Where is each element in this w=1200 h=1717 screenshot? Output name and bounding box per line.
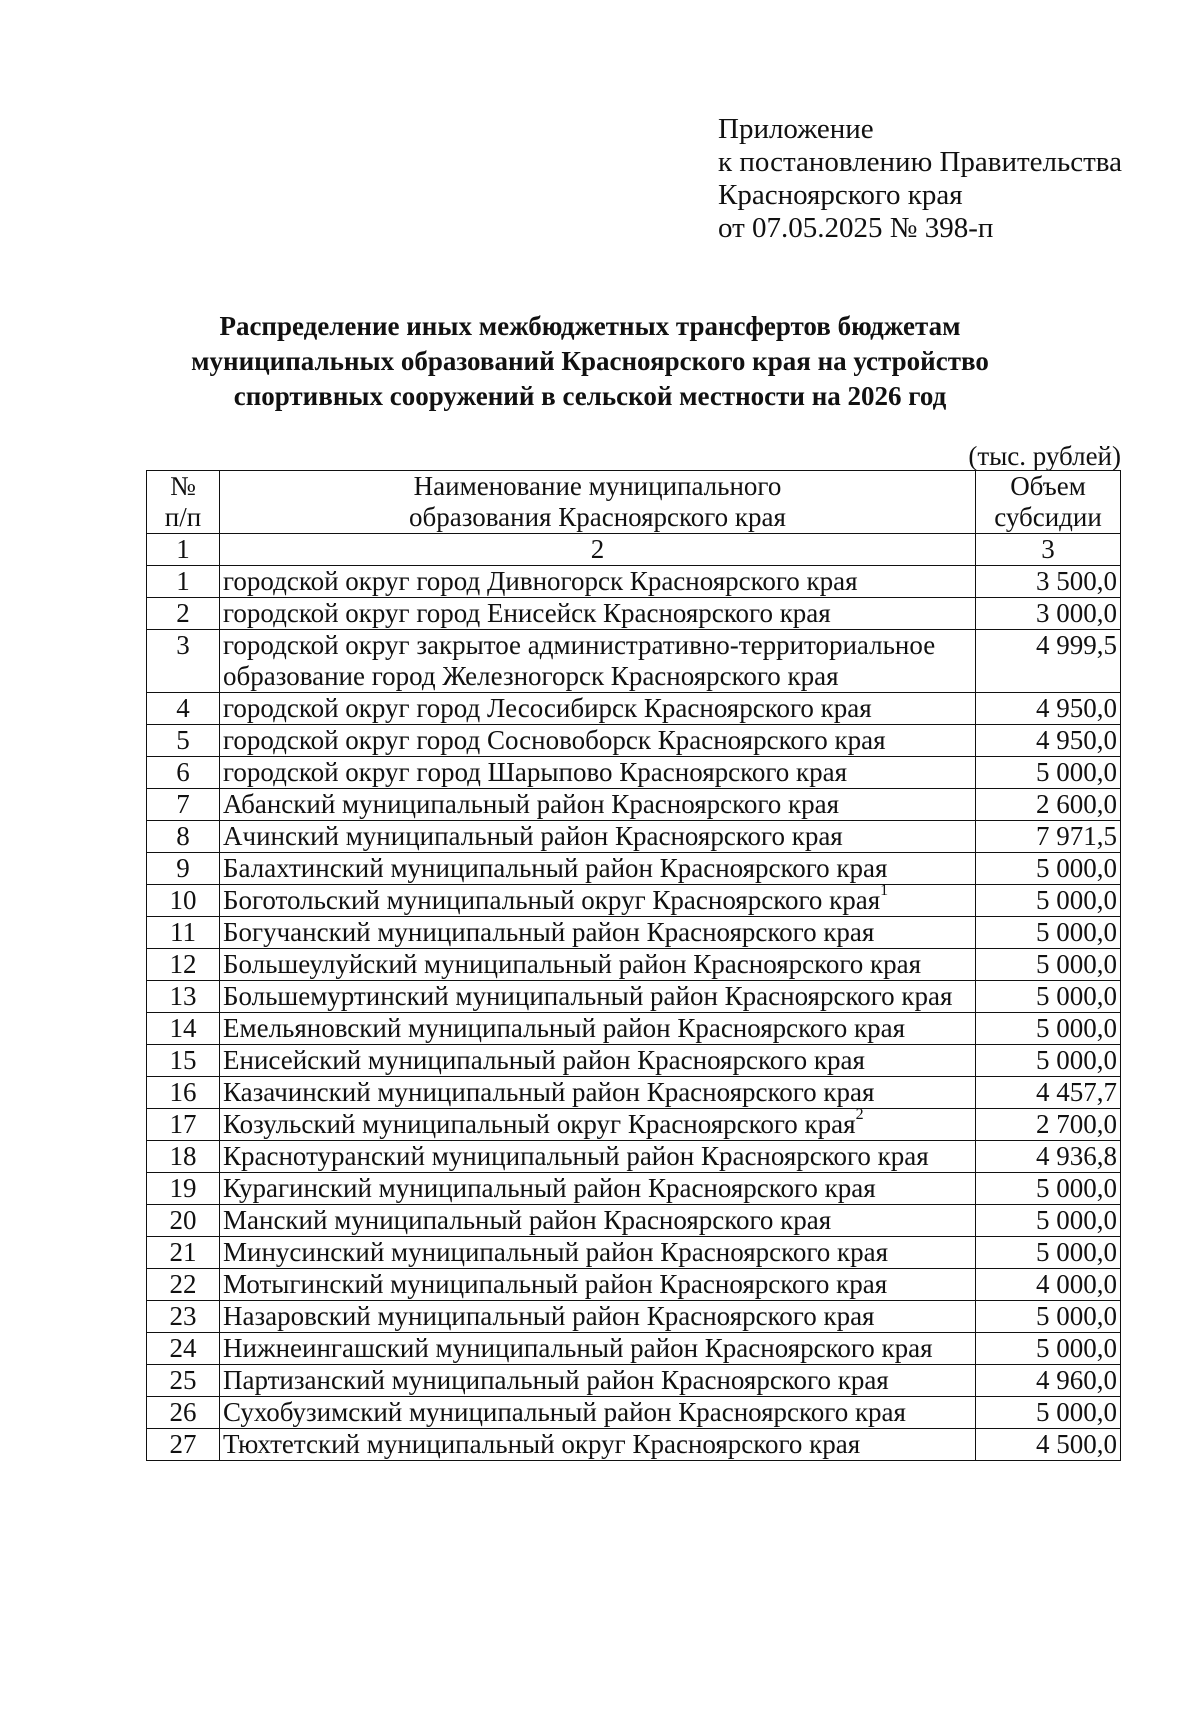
row-number: 27: [147, 1429, 220, 1461]
table-row: [147, 693, 1121, 725]
annex-header: [718, 113, 1122, 245]
row-municipality-name: [220, 853, 976, 885]
row-municipality-name: [220, 1106, 976, 1141]
annex-line-3: Красноярского края: [718, 179, 963, 211]
municipality-name-text: Большеулуйский муниципальный район Красноярского края: [223, 949, 922, 979]
municipality-name-text: Козульский муниципальный округ Красноярского края: [223, 1109, 856, 1139]
table-row: [147, 853, 1121, 885]
row-municipality-name: [220, 981, 976, 1013]
row-subsidy-amount: 5 000,0: [976, 1205, 1121, 1237]
header-amount: [976, 471, 1121, 534]
municipality-name-text: Сухобузимский муниципальный район Красноярского края: [223, 1397, 906, 1427]
municipality-name-text: городской округ гoрод Шарыпово Красноярского края: [223, 757, 848, 787]
row-number: 11: [147, 917, 220, 949]
municipality-name-text: городской округ город Лесосибирск Красноярского края: [223, 693, 872, 723]
table-row: [147, 1333, 1121, 1365]
header-name-line-2: образования Красноярского края: [409, 502, 786, 532]
row-number: 19: [147, 1173, 220, 1205]
column-index-1: 1: [147, 534, 220, 566]
municipality-name-text: Краснотуранский муниципальный район Красноярского края: [223, 1141, 929, 1171]
row-number: 20: [147, 1205, 220, 1237]
row-number: 23: [147, 1301, 220, 1333]
municipality-name-text: Енисейский муниципальный район Красноярского края: [223, 1045, 865, 1075]
annex-line-4: от 07.05.2025 № 398-п: [718, 212, 994, 244]
municipality-name-text: Балахтинский муниципальный район Красноярского края: [223, 853, 888, 883]
row-subsidy-amount: 4 457,7: [976, 1077, 1121, 1109]
row-municipality-name: [220, 1429, 976, 1461]
table-row: [147, 885, 1121, 917]
table-row: [147, 1109, 1121, 1141]
table-row: [147, 566, 1121, 598]
footnote-marker: 1: [880, 882, 889, 899]
header-name-line-1: Наименование муниципального: [413, 471, 782, 501]
column-index-3: 3: [976, 534, 1121, 566]
row-municipality-name: [220, 1077, 976, 1109]
row-number: 2: [147, 598, 220, 630]
row-number: 10: [147, 885, 220, 917]
row-municipality-name: [220, 1141, 976, 1173]
row-municipality-name: [220, 1173, 976, 1205]
row-number: 24: [147, 1333, 220, 1365]
table-row: [147, 949, 1121, 981]
table-row: [147, 1397, 1121, 1429]
table-row: [147, 1045, 1121, 1077]
footnote-marker: 2: [855, 1106, 864, 1123]
row-subsidy-amount: 5 000,0: [976, 1397, 1121, 1429]
row-subsidy-amount: 5 000,0: [976, 1013, 1121, 1045]
municipality-name-text: городской округ закрытое административно-территориальное образование город Железногорск Красноярского края: [223, 630, 936, 691]
municipality-name-text: Минусинский муниципальный район Красноярского края: [223, 1237, 889, 1267]
table-row: [147, 1173, 1121, 1205]
row-number: 5: [147, 725, 220, 757]
row-number: 15: [147, 1045, 220, 1077]
row-municipality-name: [220, 949, 976, 981]
table-row: [147, 1429, 1121, 1461]
row-subsidy-amount: 4 960,0: [976, 1365, 1121, 1397]
row-subsidy-amount: 5 000,0: [976, 853, 1121, 885]
table-header-row: [147, 471, 1121, 534]
row-number: 16: [147, 1077, 220, 1109]
table-row: [147, 725, 1121, 757]
row-subsidy-amount: 5 000,0: [976, 981, 1121, 1013]
table-row: [147, 1301, 1121, 1333]
row-number: 18: [147, 1141, 220, 1173]
table-row: [147, 917, 1121, 949]
table-row: [147, 1205, 1121, 1237]
municipality-name-text: Емельяновский муниципальный район Красноярского края: [223, 1013, 906, 1043]
annex-line-1: Приложение: [718, 113, 874, 145]
row-number: 14: [147, 1013, 220, 1045]
table-row: [147, 598, 1121, 630]
row-subsidy-amount: 2 700,0: [976, 1109, 1121, 1141]
table-row: [147, 981, 1121, 1013]
row-municipality-name: [220, 598, 976, 630]
row-municipality-name: [220, 566, 976, 598]
row-municipality-name: [220, 1333, 976, 1365]
row-municipality-name: [220, 1205, 976, 1237]
row-subsidy-amount: 5 000,0: [976, 1237, 1121, 1269]
units-note: (тыс. рублей): [968, 441, 1121, 471]
row-municipality-name: [220, 630, 976, 693]
row-number: 9: [147, 853, 220, 885]
table-row: [147, 1141, 1121, 1173]
header-number-line-2: п/п: [164, 502, 202, 532]
municipality-name-text: Партизанский муниципальный район Красноярского края: [223, 1365, 889, 1395]
title-line-1: Распределение иных межбюджетных трансфертов бюджетам: [219, 311, 961, 341]
municipality-name-text: Абанский муниципальный район Красноярского края: [223, 789, 840, 819]
row-subsidy-amount: 4 950,0: [976, 693, 1121, 725]
table-row: [147, 821, 1121, 853]
column-index-2: 2: [220, 534, 976, 566]
row-subsidy-amount: 5 000,0: [976, 917, 1121, 949]
row-municipality-name: [220, 1045, 976, 1077]
row-number: 1: [147, 566, 220, 598]
header-number-line-1: №: [170, 471, 196, 501]
row-municipality-name: [220, 1397, 976, 1429]
table-row: [147, 630, 1121, 693]
municipality-name-text: городской округ город Енисейск Красноярского края: [223, 598, 831, 628]
row-number: 7: [147, 789, 220, 821]
row-number: 26: [147, 1397, 220, 1429]
municipality-name-text: Богучанский муниципальный район Красноярского края: [223, 917, 875, 947]
row-number: 6: [147, 757, 220, 789]
row-municipality-name: [220, 693, 976, 725]
row-subsidy-amount: 5 000,0: [976, 949, 1121, 981]
table-row: [147, 1269, 1121, 1301]
row-municipality-name: [220, 725, 976, 757]
municipality-name-text: городской округ город Дивногорск Красноярского края: [223, 566, 858, 596]
header-name: [220, 471, 976, 534]
row-subsidy-amount: 4 500,0: [976, 1429, 1121, 1461]
row-subsidy-amount: 5 000,0: [976, 757, 1121, 789]
row-subsidy-amount: 4 999,5: [976, 630, 1121, 693]
table-row: [147, 1365, 1121, 1397]
municipality-name-text: Большемуртинский муниципальный район Красноярского края: [223, 981, 953, 1011]
municipality-name-text: городской округ город Сосновоборск Красноярского края: [223, 725, 886, 755]
header-amount-line-1: Объем: [1010, 471, 1086, 501]
document-title: [140, 309, 1040, 414]
municipality-name-text: Манский муниципальный район Красноярского края: [223, 1205, 832, 1235]
row-subsidy-amount: 5 000,0: [976, 1173, 1121, 1205]
row-number: 4: [147, 693, 220, 725]
row-municipality-name: [220, 1013, 976, 1045]
row-subsidy-amount: 4 950,0: [976, 725, 1121, 757]
municipality-name-text: Ачинский муниципальный район Красноярского края: [223, 821, 843, 851]
row-municipality-name: [220, 917, 976, 949]
distribution-table: [146, 470, 1121, 1461]
row-subsidy-amount: 2 600,0: [976, 789, 1121, 821]
row-municipality-name: [220, 1237, 976, 1269]
row-municipality-name: [220, 1269, 976, 1301]
row-subsidy-amount: 3 000,0: [976, 598, 1121, 630]
row-number: 25: [147, 1365, 220, 1397]
column-index-row: [147, 534, 1121, 566]
row-number: 22: [147, 1269, 220, 1301]
header-amount-line-2: субсидии: [994, 502, 1102, 532]
table-row: [147, 1013, 1121, 1045]
row-subsidy-amount: 5 000,0: [976, 1301, 1121, 1333]
row-number: 13: [147, 981, 220, 1013]
municipality-name-text: Нижнеингашский муниципальный район Красноярского края: [223, 1333, 933, 1363]
table-row: [147, 1077, 1121, 1109]
title-line-3: спортивных сооружений в сельской местности на 2026 год: [233, 381, 947, 411]
row-municipality-name: [220, 789, 976, 821]
row-subsidy-amount: 3 500,0: [976, 566, 1121, 598]
row-subsidy-amount: 4 000,0: [976, 1269, 1121, 1301]
row-number: 8: [147, 821, 220, 853]
municipality-name-text: Мотыгинский муниципальный район Красноярского края: [223, 1269, 888, 1299]
table-body: [147, 566, 1121, 1461]
row-subsidy-amount: 7 971,5: [976, 821, 1121, 853]
row-municipality-name: [220, 1365, 976, 1397]
municipality-name-text: Тюхтетский муниципальный округ Красноярского края: [223, 1429, 861, 1459]
row-municipality-name: [220, 821, 976, 853]
header-number: [147, 471, 220, 534]
row-number: 12: [147, 949, 220, 981]
table-row: [147, 757, 1121, 789]
municipality-name-text: Боготольский муниципальный округ Красноярского края: [223, 885, 881, 915]
annex-line-2: к постановлению Правительства: [718, 146, 1122, 178]
row-subsidy-amount: 5 000,0: [976, 885, 1121, 917]
table-row: [147, 789, 1121, 821]
municipality-name-text: Казачинский муниципальный район Красноярского края: [223, 1077, 875, 1107]
municipality-name-text: Курагинский муниципальный район Красноярского края: [223, 1173, 876, 1203]
title-line-2: муниципальных образований Красноярского края на устройство: [191, 346, 989, 376]
row-municipality-name: [220, 882, 976, 917]
municipality-name-text: Назаровский муниципальный район Красноярского края: [223, 1301, 875, 1331]
row-number: 21: [147, 1237, 220, 1269]
row-number: 17: [147, 1109, 220, 1141]
row-municipality-name: [220, 1301, 976, 1333]
row-subsidy-amount: 5 000,0: [976, 1045, 1121, 1077]
row-municipality-name: [220, 757, 976, 789]
row-subsidy-amount: 4 936,8: [976, 1141, 1121, 1173]
row-subsidy-amount: 5 000,0: [976, 1333, 1121, 1365]
row-number: 3: [147, 630, 220, 693]
table-row: [147, 1237, 1121, 1269]
